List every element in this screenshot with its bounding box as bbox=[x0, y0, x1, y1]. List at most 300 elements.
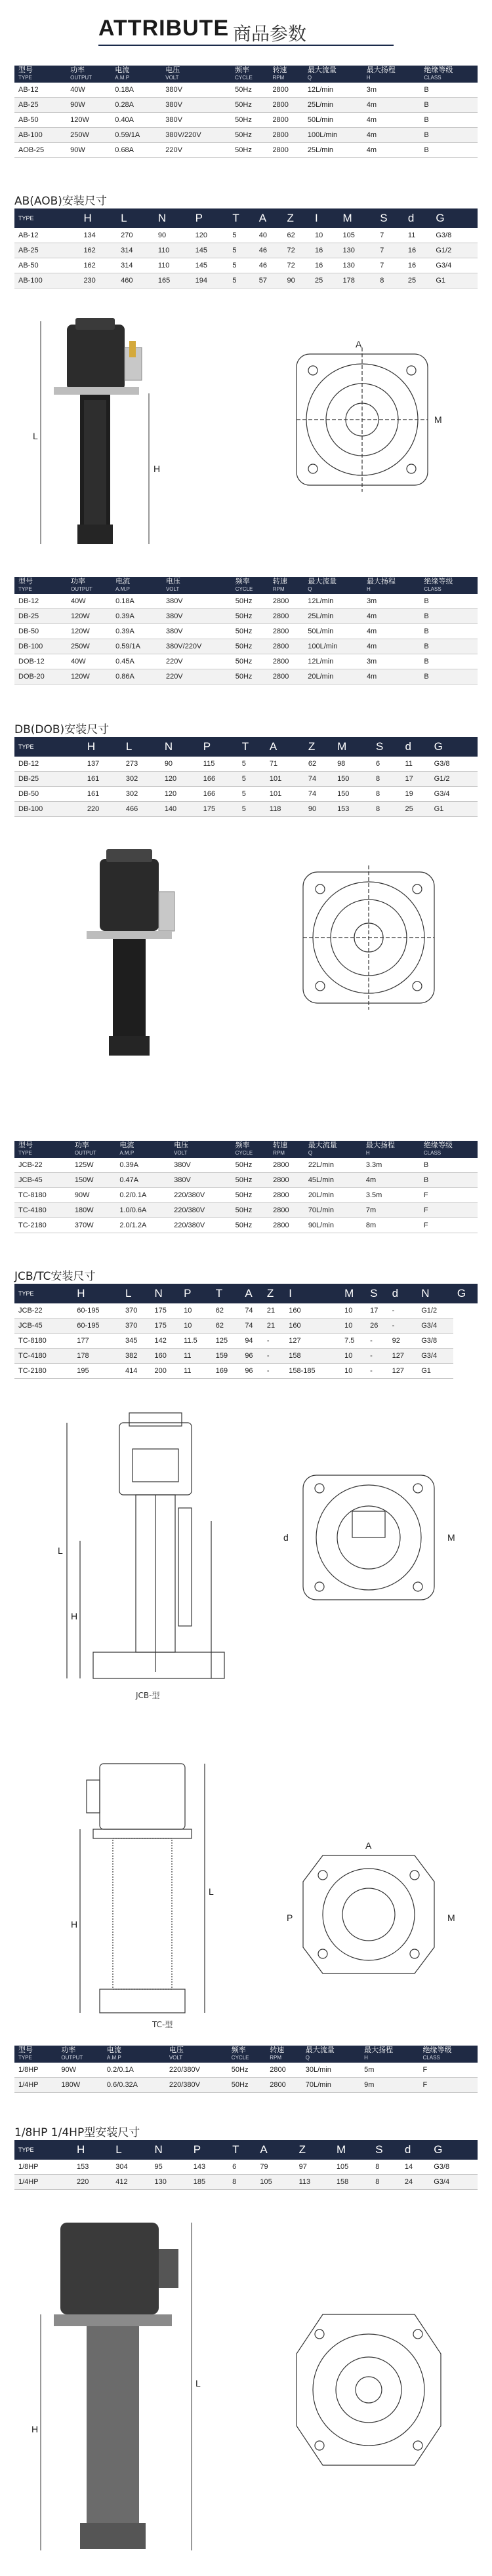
table-cell: 380V bbox=[162, 594, 232, 609]
table-cell: 2800 bbox=[269, 654, 304, 669]
table-row bbox=[14, 1218, 478, 1233]
table-cell: F bbox=[419, 2078, 478, 2093]
spec-header-cell bbox=[420, 66, 478, 83]
dim-header-cell: T bbox=[228, 208, 255, 228]
table-cell: 162 bbox=[79, 258, 117, 273]
table-cell: 270 bbox=[117, 228, 154, 243]
dim-header-cell: d bbox=[401, 737, 430, 757]
spec-header-cell bbox=[14, 66, 66, 83]
table-cell: 2800 bbox=[269, 639, 304, 654]
dim-header-cell: M bbox=[338, 208, 376, 228]
table-cell: 127 bbox=[388, 1349, 418, 1364]
table-cell: 8 bbox=[371, 2175, 401, 2190]
table-cell: TC-4180 bbox=[14, 1203, 71, 1218]
table-cell: 0.39A bbox=[112, 624, 162, 639]
table-cell: 273 bbox=[122, 757, 161, 772]
spec-header-en: OUTPUT bbox=[70, 75, 92, 81]
table-cell: 0.6/0.32A bbox=[103, 2078, 165, 2093]
ab-dim-table bbox=[14, 208, 478, 288]
table-cell: 120 bbox=[192, 228, 229, 243]
table-cell: 175 bbox=[199, 802, 238, 817]
table-row bbox=[14, 802, 478, 817]
table-cell: 1/4HP bbox=[14, 2078, 57, 2093]
dim-header-cell: A bbox=[241, 1284, 263, 1303]
table-cell: 60-195 bbox=[73, 1318, 121, 1334]
table-cell: G3/8 bbox=[430, 2160, 478, 2175]
table-cell: TC-8180 bbox=[14, 1188, 71, 1203]
table-cell: G3/4 bbox=[432, 258, 478, 273]
page-title-cn: 商品参数 bbox=[233, 23, 307, 45]
dim-header-cell: Z bbox=[263, 1284, 285, 1303]
spec-header-en: RPM bbox=[272, 586, 285, 592]
spec-header-cell bbox=[304, 66, 363, 83]
table-cell: 46 bbox=[255, 243, 283, 258]
table-cell: 466 bbox=[122, 802, 161, 817]
table-cell: 7.5 bbox=[340, 1334, 366, 1349]
table-cell: 0.39A bbox=[115, 1158, 170, 1173]
table-cell: 177 bbox=[73, 1334, 121, 1349]
table-cell: 160 bbox=[151, 1349, 180, 1364]
table-cell: 380V bbox=[170, 1173, 232, 1188]
table-cell: 100L/min bbox=[304, 128, 363, 143]
spec-header-cell bbox=[111, 66, 161, 83]
dim-header-row bbox=[14, 1284, 478, 1303]
dim-header-cell: P bbox=[180, 1284, 212, 1303]
db-pump-drawing bbox=[14, 839, 478, 1062]
table-cell: B bbox=[420, 143, 478, 158]
page-header bbox=[0, 13, 492, 46]
tc-dim-letter-a: A bbox=[365, 1840, 372, 1851]
table-cell: B bbox=[420, 113, 478, 128]
spec-header-cn: 电压 bbox=[174, 1141, 189, 1149]
table-cell: G3/4 bbox=[417, 1318, 453, 1334]
table-row bbox=[14, 113, 478, 128]
table-cell: DB-25 bbox=[14, 609, 67, 624]
table-cell: 90W bbox=[66, 98, 111, 113]
table-cell: 98 bbox=[333, 757, 372, 772]
table-cell: 2800 bbox=[268, 98, 303, 113]
spec-header-en: Q bbox=[308, 1150, 313, 1156]
dim-header-cell: A bbox=[255, 208, 283, 228]
table-row bbox=[14, 757, 478, 772]
table-cell: 12L/min bbox=[304, 654, 363, 669]
spec-header-cell bbox=[67, 577, 112, 594]
table-cell: 110 bbox=[154, 243, 192, 258]
table-cell: 90W bbox=[57, 2063, 103, 2078]
table-cell: 16 bbox=[311, 243, 338, 258]
table-cell: 74 bbox=[241, 1303, 263, 1318]
table-cell: G1/2 bbox=[430, 772, 478, 787]
spec-header-cell bbox=[228, 2046, 266, 2063]
dim-header-row bbox=[14, 208, 478, 228]
db-dim-title: DB(DOB)安装尺寸 bbox=[14, 723, 110, 736]
table-cell: 2800 bbox=[268, 113, 303, 128]
spec-header-en: A.M.P bbox=[115, 586, 130, 592]
table-cell: 96 bbox=[241, 1364, 263, 1379]
jcb-top-view bbox=[303, 1475, 434, 1600]
table-cell: 4m bbox=[362, 1173, 420, 1188]
table-cell: 7m bbox=[362, 1203, 420, 1218]
db-top-view bbox=[303, 865, 434, 1010]
table-row bbox=[14, 2078, 478, 2093]
jcb-dim-letter-m: M bbox=[447, 1532, 455, 1543]
spec-header-cn: 最大扬程 bbox=[366, 577, 396, 585]
table-row bbox=[14, 98, 478, 113]
table-cell: 2800 bbox=[266, 2063, 302, 2078]
table-cell: 71 bbox=[266, 757, 304, 772]
spec-header-cell bbox=[14, 1141, 71, 1158]
table-cell: B bbox=[420, 609, 478, 624]
dim-header-cell: N bbox=[154, 208, 192, 228]
table-cell: DOB-20 bbox=[14, 669, 67, 684]
table-cell: JCB-22 bbox=[14, 1303, 73, 1318]
spec-header-en: TYPE bbox=[18, 2055, 32, 2061]
table-cell: B bbox=[420, 98, 478, 113]
table-cell: 380V bbox=[162, 609, 232, 624]
table-row bbox=[14, 1318, 478, 1334]
table-cell: 26 bbox=[366, 1318, 388, 1334]
table-cell: G3/4 bbox=[417, 1349, 453, 1364]
spec-header-cell bbox=[363, 577, 420, 594]
table-cell: 2.0/1.2A bbox=[115, 1218, 170, 1233]
table-cell: 0.2/0.1A bbox=[103, 2063, 165, 2078]
table-cell: 4m bbox=[363, 639, 420, 654]
table-cell: 220/380V bbox=[165, 2063, 228, 2078]
table-cell: 125 bbox=[212, 1334, 241, 1349]
table-cell: 74 bbox=[304, 772, 333, 787]
table-cell: 3.3m bbox=[362, 1158, 420, 1173]
table-cell: 90W bbox=[71, 1188, 115, 1203]
spec-header-en: RPM bbox=[270, 2055, 282, 2061]
table-cell: 110 bbox=[154, 258, 192, 273]
jcb-dim-letter-h: H bbox=[71, 1611, 78, 1621]
table-cell: 50Hz bbox=[232, 1158, 270, 1173]
table-cell: 25L/min bbox=[304, 609, 363, 624]
table-cell: 2800 bbox=[269, 1173, 304, 1188]
spec-header-en: VOLT bbox=[165, 586, 180, 592]
tc-top-view bbox=[303, 1855, 434, 1973]
table-cell: 70L/min bbox=[302, 2078, 360, 2093]
dim-header-cell: S bbox=[376, 208, 404, 228]
table-cell: - bbox=[263, 1364, 285, 1379]
table-cell: 130 bbox=[151, 2175, 190, 2190]
table-cell: 72 bbox=[283, 258, 311, 273]
table-cell: G3/8 bbox=[417, 1334, 453, 1349]
table-cell: 11 bbox=[404, 228, 432, 243]
spec-header-cn: 电流 bbox=[115, 577, 131, 585]
table-cell: 3m bbox=[363, 83, 420, 98]
table-cell: 10 bbox=[340, 1318, 366, 1334]
spec-header-cn: 电流 bbox=[119, 1141, 134, 1149]
spec-header-en: Q bbox=[305, 2055, 310, 2061]
ab-spec-table bbox=[14, 66, 478, 158]
spec-header-en: RPM bbox=[272, 75, 285, 81]
spec-header-en: Q bbox=[307, 75, 312, 81]
table-cell: 161 bbox=[83, 772, 122, 787]
dim-header-cell: TYPE bbox=[14, 2140, 73, 2160]
spec-header-cell bbox=[115, 1141, 170, 1158]
table-cell: JCB-45 bbox=[14, 1173, 71, 1188]
table-cell: 1/4HP bbox=[14, 2175, 73, 2190]
table-cell: 120W bbox=[67, 669, 112, 684]
table-cell: 10 bbox=[180, 1303, 212, 1318]
table-cell: 0.18A bbox=[111, 83, 161, 98]
table-row bbox=[14, 273, 478, 288]
dim-header-cell: G bbox=[432, 208, 478, 228]
spec-header-cn: 绝缘等级 bbox=[423, 1141, 453, 1149]
table-cell: 143 bbox=[190, 2160, 228, 2175]
table-cell: 4m bbox=[363, 143, 420, 158]
dim-header-row bbox=[14, 2140, 478, 2160]
dim-header-cell: H bbox=[79, 208, 117, 228]
spec-header-row bbox=[14, 2046, 478, 2063]
table-cell: 130 bbox=[338, 243, 376, 258]
spec-header-cell bbox=[162, 577, 232, 594]
table-cell: 414 bbox=[121, 1364, 151, 1379]
ab-dim-letter-m: M bbox=[434, 414, 442, 425]
table-cell: 380V bbox=[161, 98, 231, 113]
table-cell: DB-100 bbox=[14, 802, 83, 817]
table-cell: 159 bbox=[212, 1349, 241, 1364]
table-cell: 95 bbox=[151, 2160, 190, 2175]
table-cell: 4m bbox=[363, 98, 420, 113]
spec-header-cn: 最大扬程 bbox=[364, 2046, 394, 2054]
spec-header-cn: 转速 bbox=[272, 577, 287, 585]
spec-header-cn: 绝缘等级 bbox=[424, 66, 453, 74]
table-cell: 145 bbox=[192, 243, 229, 258]
dim-header-cell: d bbox=[388, 1284, 418, 1303]
table-cell: 0.18A bbox=[112, 594, 162, 609]
jcb-dim-letter-l: L bbox=[58, 1545, 63, 1556]
table-cell: 0.68A bbox=[111, 143, 161, 158]
table-cell: AOB-25 bbox=[14, 143, 66, 158]
table-cell: 8 bbox=[371, 2160, 401, 2175]
ab-top-view bbox=[297, 347, 428, 492]
table-cell: 380V bbox=[161, 113, 231, 128]
table-cell: 8 bbox=[372, 772, 401, 787]
table-cell: 46 bbox=[255, 258, 283, 273]
ab-pump-drawing bbox=[14, 308, 478, 551]
dim-header-cell: d bbox=[401, 2140, 430, 2160]
tc-side-view bbox=[80, 1764, 205, 2013]
spec-header-en: CYCLE bbox=[235, 75, 253, 81]
table-row bbox=[14, 1334, 478, 1349]
table-cell: F bbox=[420, 1203, 478, 1218]
spec-header-cn: 型号 bbox=[18, 66, 33, 74]
table-cell: 50Hz bbox=[232, 609, 269, 624]
dim-header-cell: d bbox=[404, 208, 432, 228]
jcb-caption: JCB-型 bbox=[136, 1691, 160, 1700]
table-cell: B bbox=[420, 624, 478, 639]
table-cell: 220V bbox=[161, 143, 231, 158]
table-cell: 40W bbox=[67, 654, 112, 669]
table-cell: 25L/min bbox=[304, 143, 363, 158]
spec-header-cn: 转速 bbox=[273, 1141, 288, 1149]
table-cell: 130 bbox=[338, 258, 376, 273]
dim-header-cell: H bbox=[73, 2140, 112, 2160]
table-cell: 2800 bbox=[269, 624, 304, 639]
table-cell: 8 bbox=[376, 273, 404, 288]
table-cell: 10 bbox=[340, 1303, 366, 1318]
table-cell: 185 bbox=[190, 2175, 228, 2190]
table-cell: G1/2 bbox=[417, 1303, 453, 1318]
dim-header-cell: T bbox=[212, 1284, 241, 1303]
table-cell: 0.59/1A bbox=[112, 639, 162, 654]
table-cell: G3/8 bbox=[432, 228, 478, 243]
table-cell: 4m bbox=[363, 609, 420, 624]
table-cell: 180W bbox=[57, 2078, 103, 2093]
spec-header-cn: 型号 bbox=[18, 577, 33, 585]
table-cell: 92 bbox=[388, 1334, 418, 1349]
spec-header-cell bbox=[165, 2046, 228, 2063]
table-cell: 180W bbox=[71, 1203, 115, 1218]
table-cell: AB-100 bbox=[14, 273, 79, 288]
table-cell: 153 bbox=[73, 2160, 112, 2175]
spec-header-en: H bbox=[366, 75, 371, 81]
table-cell: 0.45A bbox=[112, 654, 162, 669]
table-cell: 50Hz bbox=[231, 83, 268, 98]
table-cell: G3/4 bbox=[430, 2175, 478, 2190]
tc-dim-letter-m: M bbox=[447, 1912, 455, 1923]
spec-header-cell bbox=[420, 577, 478, 594]
table-cell: 90 bbox=[283, 273, 311, 288]
table-cell: 175 bbox=[151, 1303, 180, 1318]
table-cell: DB-50 bbox=[14, 624, 67, 639]
table-row bbox=[14, 243, 478, 258]
table-cell: 94 bbox=[241, 1334, 263, 1349]
table-cell: 7 bbox=[376, 243, 404, 258]
table-cell: 50Hz bbox=[232, 654, 269, 669]
ab-pump-photo bbox=[54, 318, 142, 544]
spec-header-cell bbox=[269, 577, 304, 594]
table-cell: JCB-22 bbox=[14, 1158, 71, 1173]
table-cell: - bbox=[388, 1318, 418, 1334]
dim-header-cell: P bbox=[199, 737, 238, 757]
spec-header-cn: 电流 bbox=[106, 2046, 121, 2054]
spec-header-cell bbox=[103, 2046, 165, 2063]
table-cell: 0.28A bbox=[111, 98, 161, 113]
table-cell: 16 bbox=[404, 243, 432, 258]
table-cell: 0.40A bbox=[111, 113, 161, 128]
table-cell: 9m bbox=[360, 2078, 419, 2093]
table-cell: DB-25 bbox=[14, 772, 83, 787]
table-cell: 169 bbox=[212, 1364, 241, 1379]
spec-header-en: TYPE bbox=[18, 75, 32, 81]
table-row bbox=[14, 609, 478, 624]
table-cell: 16 bbox=[311, 258, 338, 273]
table-cell: 5 bbox=[228, 243, 255, 258]
spec-header-cn: 最大扬程 bbox=[365, 1141, 395, 1149]
table-cell: 74 bbox=[241, 1318, 263, 1334]
table-cell: 120W bbox=[67, 624, 112, 639]
spec-header-en: CLASS bbox=[424, 75, 441, 81]
dim-header-cell: G bbox=[453, 1284, 478, 1303]
spec-header-cn: 型号 bbox=[18, 2046, 33, 2054]
dim-header-cell: P bbox=[192, 208, 229, 228]
table-cell: 50Hz bbox=[232, 594, 269, 609]
dim-header-cell: T bbox=[238, 737, 266, 757]
dim-header-cell: S bbox=[366, 1284, 388, 1303]
dim-header-cell: L bbox=[122, 737, 161, 757]
table-cell: 165 bbox=[154, 273, 192, 288]
table-cell: 412 bbox=[112, 2175, 150, 2190]
table-cell: 50Hz bbox=[231, 128, 268, 143]
ab-dim-letter-h: H bbox=[154, 464, 161, 474]
dim-header-cell: Z bbox=[304, 737, 333, 757]
hp-pump-photo bbox=[54, 2223, 178, 2549]
table-cell: 50Hz bbox=[231, 143, 268, 158]
dim-header-cell: A bbox=[266, 737, 304, 757]
table-cell: 105 bbox=[333, 2160, 371, 2175]
table-cell: G3/4 bbox=[430, 787, 478, 802]
table-cell: 250W bbox=[67, 639, 112, 654]
table-cell: 1/8HP bbox=[14, 2063, 57, 2078]
table-cell: 62 bbox=[283, 228, 311, 243]
table-cell: - bbox=[366, 1334, 388, 1349]
table-cell: 382 bbox=[121, 1349, 151, 1364]
table-cell: 11 bbox=[180, 1349, 212, 1364]
table-cell: DB-50 bbox=[14, 787, 83, 802]
table-cell: 50Hz bbox=[232, 1188, 270, 1203]
table-cell: B bbox=[420, 1158, 478, 1173]
spec-header-en: A.M.P bbox=[106, 2055, 121, 2061]
jcb-pump-drawing bbox=[14, 1410, 478, 1737]
dim-header-cell: L bbox=[121, 1284, 151, 1303]
spec-header-row bbox=[14, 66, 478, 83]
table-cell: 4m bbox=[363, 624, 420, 639]
spec-header-en: A.M.P bbox=[115, 75, 130, 81]
dim-header-cell: A bbox=[256, 2140, 295, 2160]
table-row bbox=[14, 228, 478, 243]
table-cell: 12L/min bbox=[304, 83, 363, 98]
table-cell: 21 bbox=[263, 1318, 285, 1334]
table-cell: 5m bbox=[360, 2063, 419, 2078]
spec-header-en: OUTPUT bbox=[71, 586, 92, 592]
table-cell: 115 bbox=[199, 757, 238, 772]
table-cell: 2800 bbox=[269, 609, 304, 624]
table-cell: 380V bbox=[170, 1158, 232, 1173]
table-cell: 11.5 bbox=[180, 1334, 212, 1349]
table-cell: JCB-45 bbox=[14, 1318, 73, 1334]
table-cell: 50L/min bbox=[304, 113, 363, 128]
table-row bbox=[14, 1158, 478, 1173]
table-cell: 150 bbox=[333, 787, 372, 802]
table-cell: 5 bbox=[238, 802, 266, 817]
table-cell: 2800 bbox=[269, 1188, 304, 1203]
dim-header-cell: M bbox=[333, 737, 372, 757]
spec-header-cell bbox=[362, 1141, 420, 1158]
table-row bbox=[14, 2160, 478, 2175]
table-cell: 14 bbox=[401, 2160, 430, 2175]
spec-header-cell bbox=[268, 66, 303, 83]
table-cell: DB-100 bbox=[14, 639, 67, 654]
table-cell: 17 bbox=[366, 1303, 388, 1318]
table-cell: 40W bbox=[67, 594, 112, 609]
table-cell: 90 bbox=[154, 228, 192, 243]
table-cell: TC-2180 bbox=[14, 1364, 73, 1379]
dim-header-cell: TYPE bbox=[14, 208, 79, 228]
table-cell: DB-12 bbox=[14, 594, 67, 609]
table-cell: AB-100 bbox=[14, 128, 66, 143]
table-cell: 10 bbox=[180, 1318, 212, 1334]
spec-header-en: OUTPUT bbox=[74, 1150, 96, 1156]
table-cell: 127 bbox=[388, 1364, 418, 1379]
table-cell: 314 bbox=[117, 258, 154, 273]
table-cell: 60-195 bbox=[73, 1303, 121, 1318]
table-cell: 17 bbox=[401, 772, 430, 787]
spec-header-cn: 最大流量 bbox=[308, 577, 337, 585]
table-cell: 11 bbox=[180, 1364, 212, 1379]
